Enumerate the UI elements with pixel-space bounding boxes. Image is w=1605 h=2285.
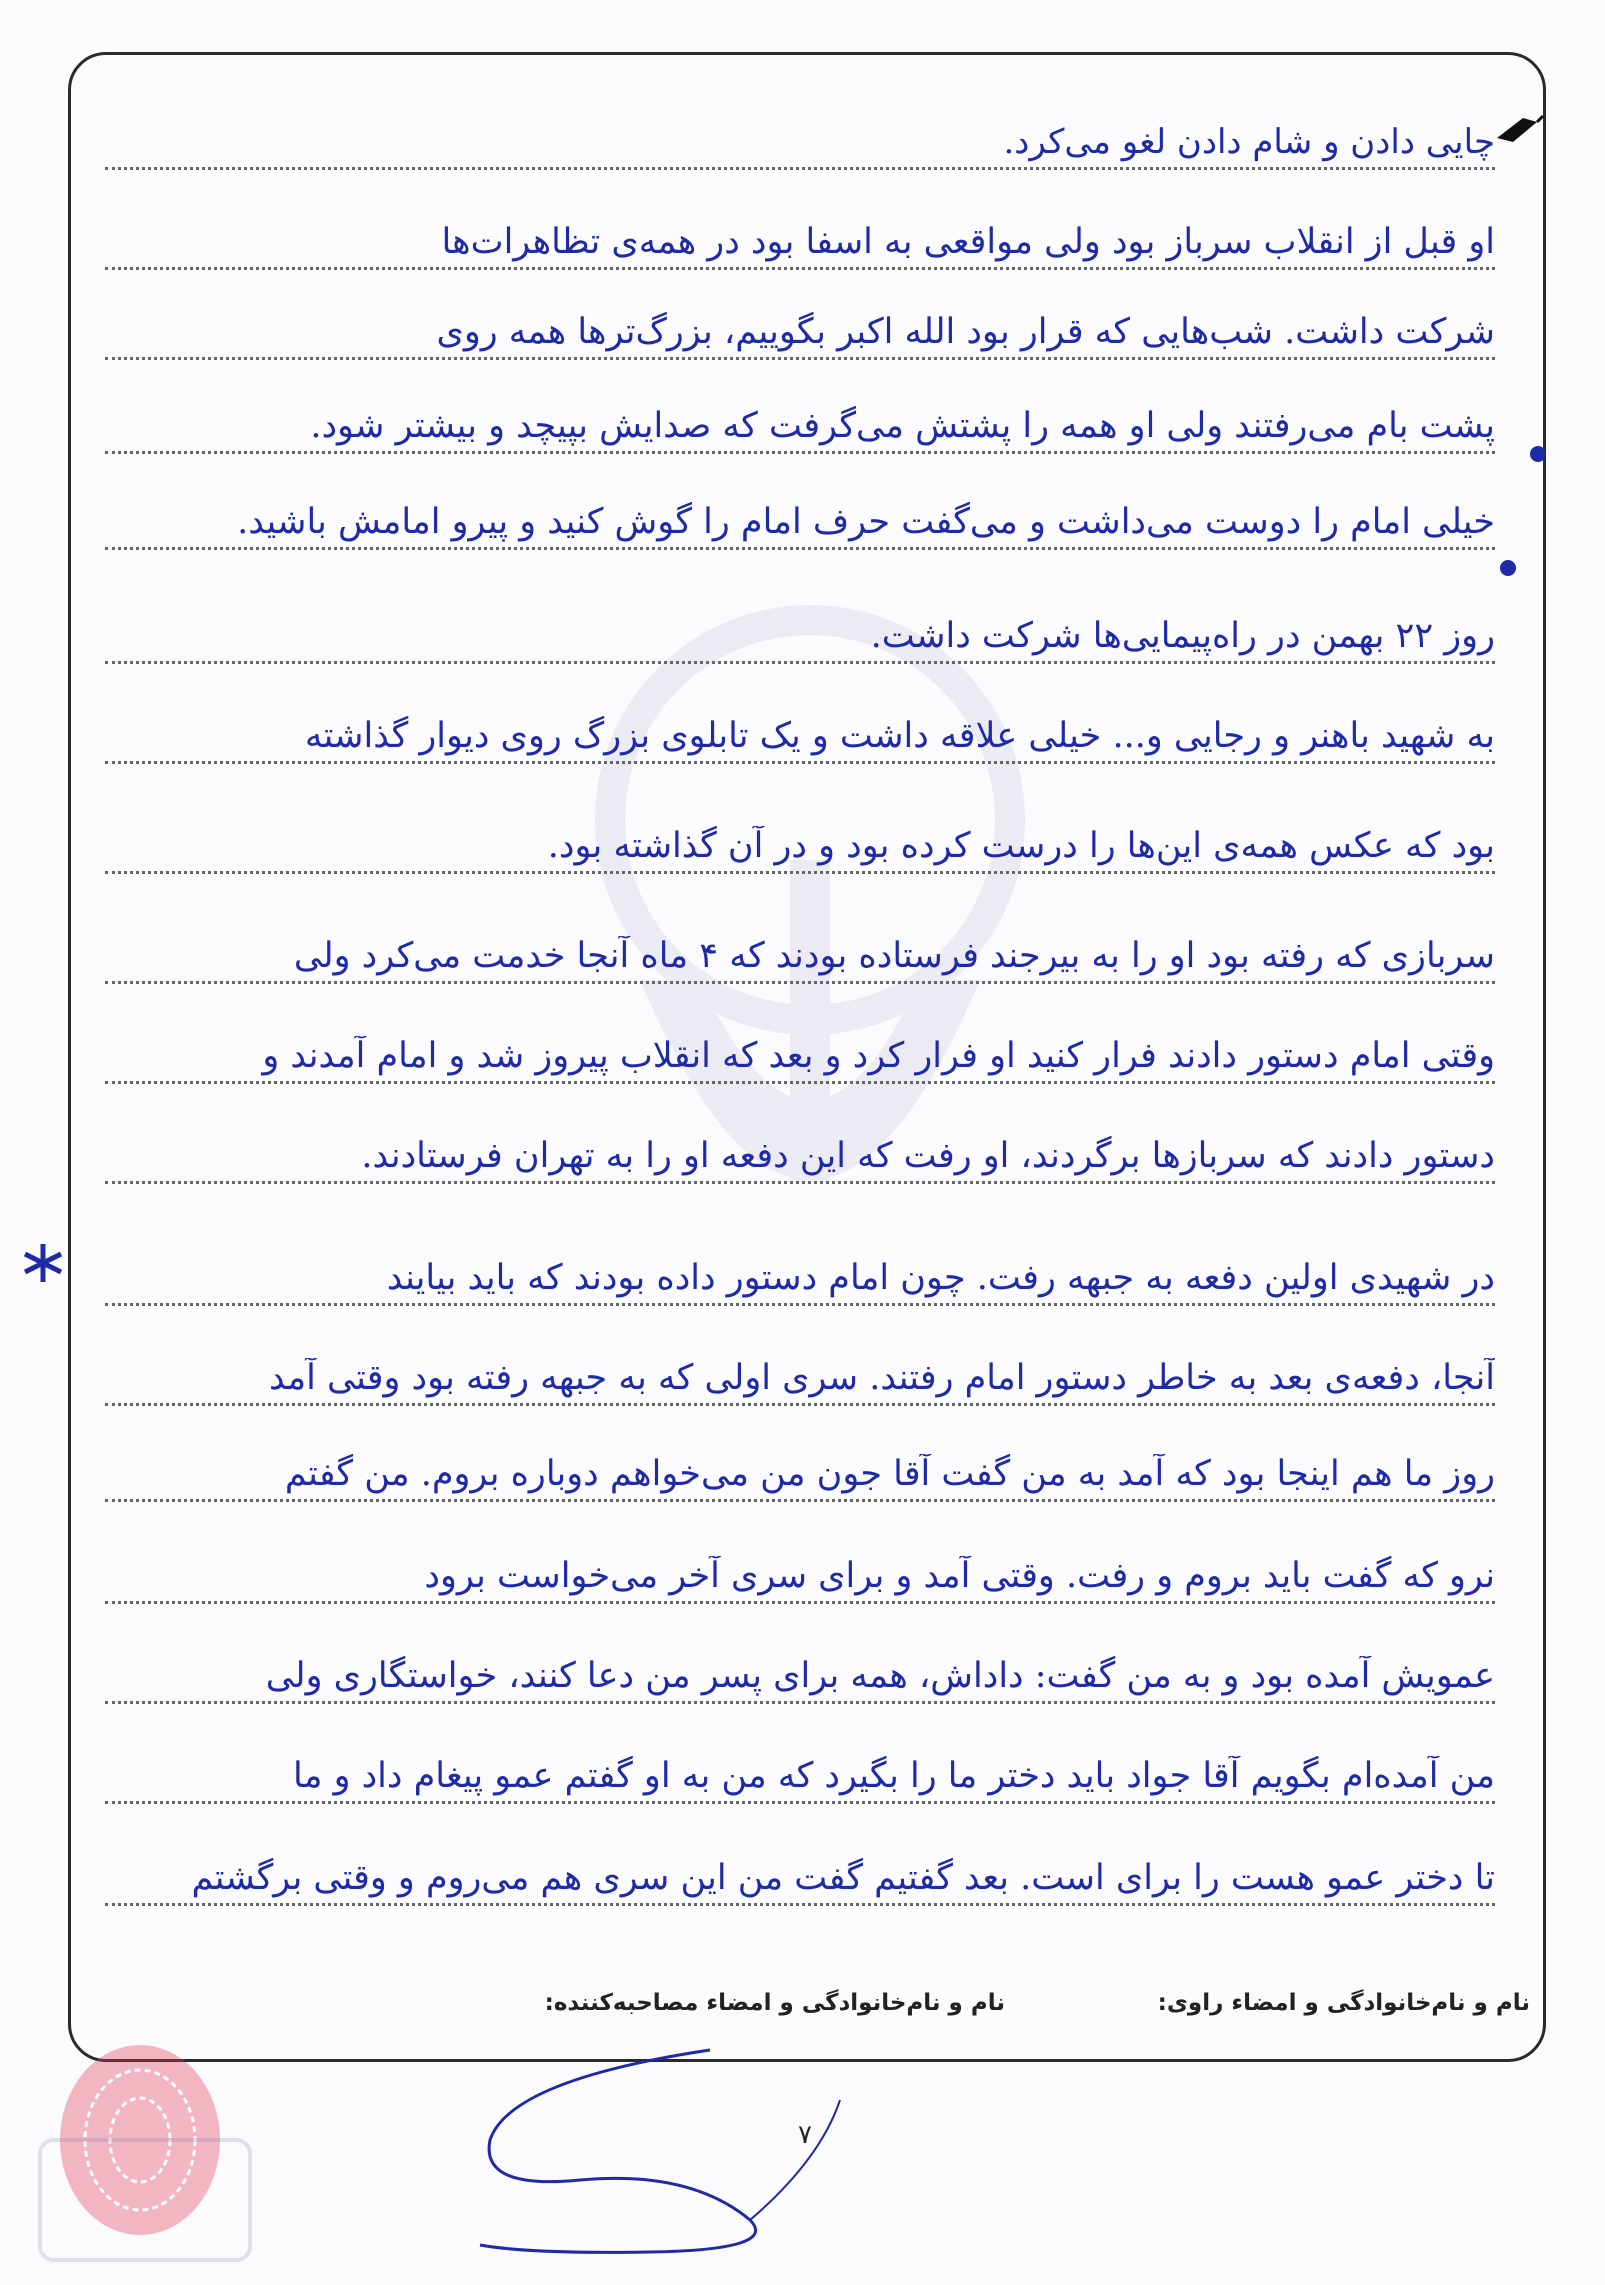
text-line-5 — [105, 580, 1495, 674]
interviewer-signature-label: نام و نام‌خانوادگی و امضاء مصاحبه‌کننده: — [544, 1990, 1005, 2016]
dotted-rule — [105, 1403, 1495, 1406]
handwritten-text: روز ما هم اینجا بود که آمد به من گفت آقا جون من می‌خواهم دوباره بروم. من گفتم — [284, 1454, 1495, 1494]
handwritten-text: سربازی که رفته بود او را به بیرجند فرستاده بودند که ۴ ماه آنجا خدمت می‌کرد ولی — [293, 936, 1495, 976]
text-line-11 — [105, 1222, 1495, 1316]
narrator-signature-label: نام و نام‌خانوادگی و امضاء راوی: — [1157, 1990, 1530, 2016]
page-number: ۷ — [798, 2120, 812, 2150]
text-line-16 — [105, 1720, 1495, 1814]
text-line-15 — [105, 1620, 1495, 1714]
handwritten-text: دستور دادند که سربازها برگردند، او رفت که این دفعه او را به تهران فرستادند. — [361, 1136, 1495, 1176]
text-line-6 — [105, 680, 1495, 774]
ink-dot — [1530, 446, 1546, 462]
text-line-17 — [105, 1822, 1495, 1916]
text-line-12 — [105, 1322, 1495, 1416]
handwritten-text: من آمده‌ام بگویم آقا جواد باید دختر ما را بگیرد که من به او گفتم عمو پیغام داد و ما — [293, 1756, 1495, 1796]
pen-icon — [1493, 112, 1545, 146]
signature — [450, 2040, 870, 2260]
dotted-rule — [105, 267, 1495, 270]
handwritten-text: او قبل از انقلاب سرباز بود ولی مواقعی به اسفا بود در همه‌ی تظاهرات‌ها — [441, 222, 1495, 262]
handwritten-text: به شهید باهنر و رجایی و... خیلی علاقه داشت و یک تابلوی بزرگ روی دیوار گذاشته — [304, 716, 1495, 756]
dotted-rule — [105, 871, 1495, 874]
handwritten-text: خیلی امام را دوست می‌داشت و می‌گفت حرف امام را گوش کنید و پیرو امامش باشید. — [237, 502, 1495, 542]
text-line-3 — [105, 370, 1495, 464]
handwritten-text: تا دختر عمو هست را برای است. بعد گفتیم گفت من این سری هم می‌روم و وقتی برگشتم — [191, 1858, 1495, 1898]
dotted-rule — [105, 981, 1495, 984]
text-line-2 — [105, 276, 1495, 370]
dotted-rule — [105, 1081, 1495, 1084]
dotted-rule — [105, 1903, 1495, 1906]
heading-text: چایی دادن و شام دادن لغو می‌کرد. — [1003, 122, 1495, 162]
text-line-10 — [105, 1100, 1495, 1194]
text-line-14 — [105, 1520, 1495, 1614]
dotted-rule — [105, 451, 1495, 454]
heading-line — [105, 86, 1495, 180]
handwritten-text: آنجا، دفعه‌ی بعد به خاطر دستور امام رفتند. سری اولی که به جبهه رفته بود وقتی آمد — [269, 1358, 1495, 1398]
star-icon — [22, 1242, 64, 1284]
handwritten-text: در شهیدی اولین دفعه به جبهه رفت. چون امام دستور داده بودند که باید بیایند — [386, 1258, 1495, 1298]
handwritten-text: شرکت داشت. شب‌هایی که قرار بود الله اکبر بگوییم، بزرگ‌ترها همه روی — [436, 312, 1495, 352]
text-line-13 — [105, 1418, 1495, 1512]
handwritten-text: بود که عکس همه‌ی این‌ها را درست کرده بود و در آن گذاشته بود. — [547, 826, 1495, 866]
handwritten-text: عمویش آمده بود و به من گفت: داداش، همه برای پسر من دعا کنند، خواستگاری ولی — [265, 1656, 1495, 1696]
text-line-1 — [105, 186, 1495, 280]
dotted-rule — [105, 1181, 1495, 1184]
ink-dot — [1500, 560, 1516, 576]
dotted-rule — [105, 1801, 1495, 1804]
handwritten-text: روز ۲۲ بهمن در راه‌پیمایی‌ها شرکت داشت. — [870, 616, 1495, 656]
dotted-rule — [105, 357, 1495, 360]
dotted-rule — [105, 547, 1495, 550]
dotted-rule — [105, 761, 1495, 764]
handwritten-text: پشت بام می‌رفتند ولی او همه را پشتش می‌گرفت که صدایش بپیچد و بیشتر شود. — [310, 406, 1495, 446]
text-line-8 — [105, 900, 1495, 994]
text-line-9 — [105, 1000, 1495, 1094]
dotted-rule — [105, 1303, 1495, 1306]
dotted-rule — [105, 167, 1495, 170]
handwritten-text: وقتی امام دستور دادند فرار کنید او فرار کرد و بعد که انقلاب پیروز شد و امام آمدند و — [262, 1036, 1495, 1076]
dotted-rule — [105, 1499, 1495, 1502]
handwritten-text: نرو که گفت باید بروم و رفت. وقتی آمد و برای سری آخر می‌خواست برود — [424, 1556, 1495, 1596]
text-line-4 — [105, 466, 1495, 560]
dotted-rule — [105, 661, 1495, 664]
faint-stamp — [30, 2130, 260, 2270]
dotted-rule — [105, 1701, 1495, 1704]
text-line-7 — [105, 790, 1495, 884]
dotted-rule — [105, 1601, 1495, 1604]
